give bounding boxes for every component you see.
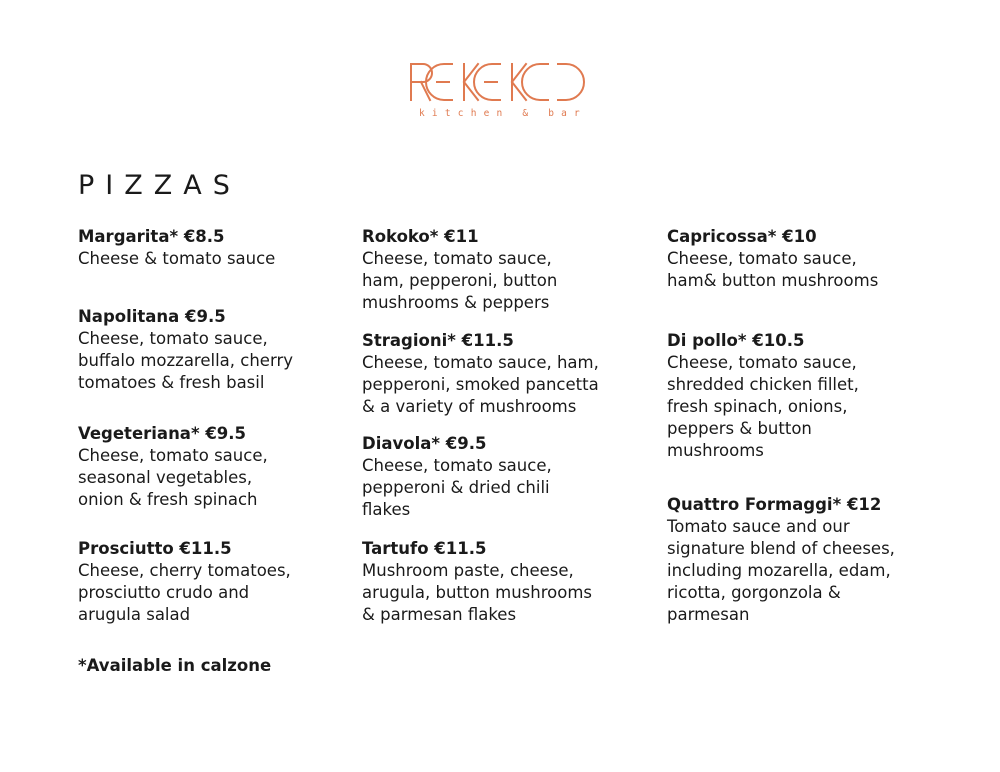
menu-item-description: Cheese, tomato sauce, ham, pepperoni, button mushrooms & peppers (362, 249, 558, 312)
calzone-footnote: *Available in calzone (78, 656, 272, 675)
menu-item (362, 538, 652, 626)
menu-item-name: Stragioni* €11.5 (362, 331, 514, 350)
rokoko-logo-mark (408, 62, 592, 102)
menu-item-description: Tomato sauce and our signature blend of cheeses, including mozarella, edam, ricotta, gorgonzola & parmesan (667, 517, 895, 624)
menu-item-name: Prosciutto €11.5 (78, 539, 232, 558)
menu-item-description: Cheese, tomato sauce, seasonal vegetables, onion & fresh spinach (78, 446, 268, 509)
menu-item (667, 494, 987, 626)
menu-item-name: Vegeteriana* €9.5 (78, 424, 247, 443)
menu-item-name: Rokoko* €11 (362, 227, 479, 246)
menu-item-name: Napolitana €9.5 (78, 307, 226, 326)
menu-item (78, 423, 348, 511)
menu-item-name: Diavola* €9.5 (362, 434, 487, 453)
menu-item-description: Cheese, tomato sauce, shredded chicken fillet, fresh spinach, onions, peppers & button mushrooms (667, 353, 859, 460)
menu-item-description: Cheese, tomato sauce, ham, pepperoni, smoked pancetta & a variety of mushrooms (362, 353, 599, 416)
menu-item-name: Di pollo* €10.5 (667, 331, 805, 350)
menu-item-description: Cheese & tomato sauce (78, 249, 276, 268)
brand-logo (0, 62, 1000, 119)
menu-item (362, 330, 652, 418)
menu-item-name: Tartufo €11.5 (362, 539, 487, 558)
menu-item-description: Cheese, tomato sauce, buffalo mozzarella, cherry tomatoes & fresh basil (78, 329, 293, 392)
menu-item-name: Margarita* €8.5 (78, 227, 225, 246)
menu-item-description: Cheese, tomato sauce, ham& button mushrooms (667, 249, 879, 290)
menu-item-description: Cheese, tomato sauce, pepperoni & dried chili flakes (362, 456, 552, 519)
menu-item (362, 226, 652, 314)
menu-item (362, 433, 652, 521)
brand-tagline: kitchen & bar (419, 108, 587, 119)
menu-item-name: Quattro Formaggi* €12 (667, 495, 882, 514)
section-title: PIZZAS (78, 170, 241, 201)
menu-item-name: Capricossa* €10 (667, 227, 817, 246)
menu-item (78, 226, 348, 270)
menu-item-description: Cheese, cherry tomatoes, prosciutto crudo and arugula salad (78, 561, 291, 624)
menu-item (78, 538, 348, 626)
menu-item-description: Mushroom paste, cheese, arugula, button mushrooms & parmesan flakes (362, 561, 593, 624)
menu-item (78, 306, 348, 394)
menu-item (667, 330, 987, 462)
menu-item (667, 226, 987, 292)
